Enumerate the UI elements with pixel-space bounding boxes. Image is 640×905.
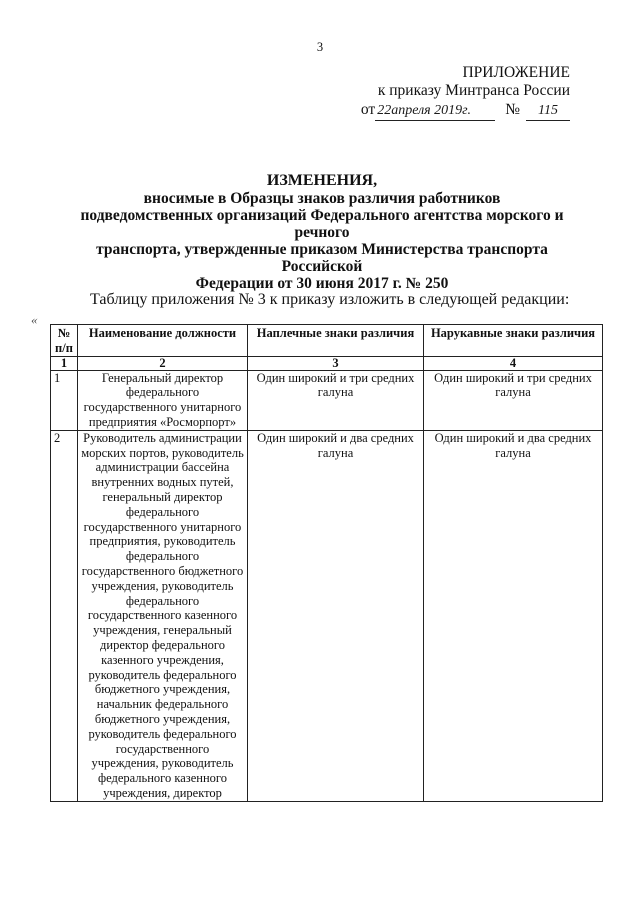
column-number: 3 bbox=[248, 356, 424, 370]
table-row bbox=[51, 430, 603, 801]
appendix-order-ref: к приказу Минтранса России bbox=[377, 82, 570, 99]
table-row bbox=[51, 370, 603, 430]
number-prefix: № bbox=[505, 101, 520, 118]
appendix-block bbox=[361, 64, 570, 121]
header-position: Наименование должности bbox=[78, 325, 248, 357]
page-number: 3 bbox=[316, 40, 324, 54]
title-line-4: транспорта, утвержденные приказом Министерства транспорта Российской bbox=[96, 241, 548, 275]
table-header-row bbox=[51, 325, 603, 357]
title-line-1: ИЗМЕНЕНИЯ, bbox=[266, 172, 378, 189]
date-prefix: от bbox=[360, 101, 376, 118]
position-cell: Руководитель администрации морских портов, руководитель администрации бассейна внутренних водных путей, генеральный директор федерального государственного унитарного предприятия, руководитель федерального государственного бюджетного учреждения, руководитель федерального государственного казенного учреждения, генеральный директор федерального казенного учреждения, руководитель федерального бюджетного учреждения, начальник федерального бюджетного учреждения, руководитель федерального государственного учреждения, руководитель федерального казенного учреждения, директор bbox=[78, 430, 248, 801]
title-line-3: подведомственных организаций Федерального агентства морского и речного bbox=[80, 207, 564, 241]
header-num: № п/п bbox=[51, 325, 78, 357]
title-line-5: Федерации от 30 июня 2017 г. № 250 bbox=[195, 275, 449, 292]
column-number: 1 bbox=[51, 356, 78, 370]
appendix-label: ПРИЛОЖЕНИЕ bbox=[462, 64, 570, 81]
header-sleeve: Нарукавные знаки различия bbox=[424, 325, 603, 357]
insignia-table bbox=[50, 324, 603, 802]
appendix-date-line bbox=[361, 101, 570, 121]
shoulder-insignia-cell: Один широкий и три средних галуна bbox=[248, 370, 424, 430]
shoulder-insignia-cell: Один широкий и два средних галуна bbox=[248, 430, 424, 801]
column-number: 2 bbox=[78, 356, 248, 370]
column-number: 4 bbox=[424, 356, 603, 370]
column-number-row bbox=[51, 356, 603, 370]
handwritten-date: 22апреля 2019г. bbox=[375, 102, 495, 121]
header-shoulder: Наплечные знаки различия bbox=[248, 325, 424, 357]
document-title bbox=[60, 172, 584, 292]
position-cell: Генеральный директор федерального государственного унитарного предприятия «Росморпорт» bbox=[78, 370, 248, 430]
row-number: 2 bbox=[51, 430, 78, 801]
sleeve-insignia-cell: Один широкий и два средних галуна bbox=[424, 430, 603, 801]
title-line-2: вносимые в Образцы знаков различия работников bbox=[143, 190, 501, 207]
margin-quote-mark: « bbox=[31, 312, 38, 327]
handwritten-number: 115 bbox=[526, 102, 570, 121]
sleeve-insignia-cell: Один широкий и три средних галуна bbox=[424, 370, 603, 430]
intro-paragraph: Таблицу приложения № 3 к приказу изложить в следующей редакции: bbox=[90, 291, 570, 308]
row-number: 1 bbox=[51, 370, 78, 430]
